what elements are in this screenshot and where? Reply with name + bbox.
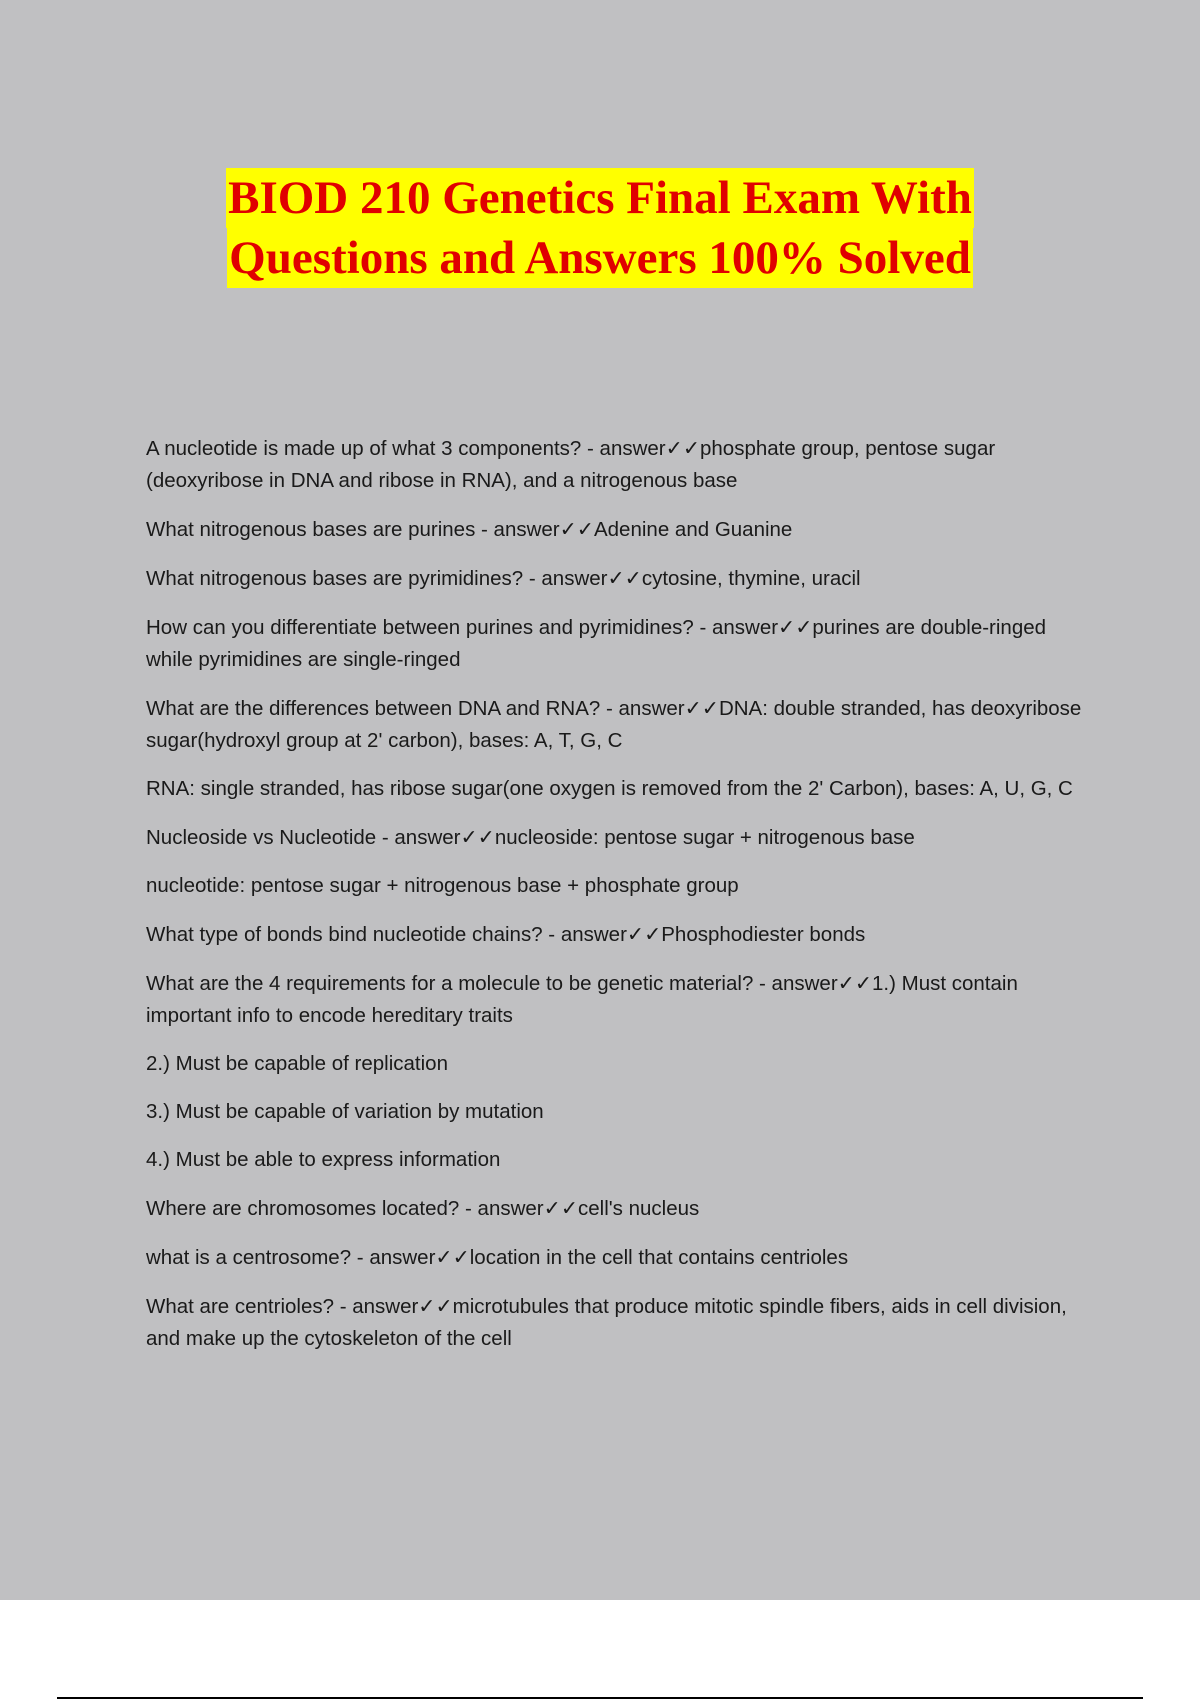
qa-paragraph: nucleotide: pentose sugar + nitrogenous base + phosphate group xyxy=(146,874,739,897)
qa-paragraph: What are centrioles? - answer✓✓microtubules that produce mitotic spindle fibers, aids in cell division, and make up the cytoskeleton of the cell xyxy=(146,1295,1067,1350)
qa-paragraph: What type of bonds bind nucleotide chains? - answer✓✓Phosphodiester bonds xyxy=(146,923,866,946)
qa-paragraph: What nitrogenous bases are pyrimidines? - answer✓✓cytosine, thymine, uracil xyxy=(146,567,861,590)
qa-paragraph: 3.) Must be capable of variation by mutation xyxy=(146,1100,544,1123)
title-line-1: BIOD 210 Genetics Final Exam With xyxy=(226,168,974,228)
qa-list xyxy=(146,433,1086,1372)
document-title xyxy=(0,168,1200,288)
qa-paragraph: 2.) Must be capable of replication xyxy=(146,1052,448,1075)
footer-divider xyxy=(57,1697,1143,1699)
qa-paragraph: RNA: single stranded, has ribose sugar(one oxygen is removed from the 2' Carbon), bases: A, U, G, C xyxy=(146,777,1073,800)
qa-paragraph: A nucleotide is made up of what 3 components? - answer✓✓phosphate group, pentose sugar (deoxyribose in DNA and ribose in RNA), and a nitrogenous base xyxy=(146,437,996,492)
qa-paragraph: what is a centrosome? - answer✓✓location in the cell that contains centrioles xyxy=(146,1246,849,1269)
qa-paragraph: 4.) Must be able to express information xyxy=(146,1148,501,1171)
qa-paragraph: What are the differences between DNA and RNA? - answer✓✓DNA: double stranded, has deoxyribose sugar(hydroxyl group at 2' carbon), bases: A, T, G, C xyxy=(146,697,1082,752)
qa-paragraph: What are the 4 requirements for a molecule to be genetic material? - answer✓✓1.) Must contain important info to encode hereditary traits xyxy=(146,972,1018,1027)
qa-paragraph: What nitrogenous bases are purines - answer✓✓Adenine and Guanine xyxy=(146,518,793,541)
title-line-2: Questions and Answers 100% Solved xyxy=(227,228,973,288)
qa-paragraph: Nucleoside vs Nucleotide - answer✓✓nucleoside: pentose sugar + nitrogenous base xyxy=(146,826,915,849)
qa-paragraph: How can you differentiate between purines and pyrimidines? - answer✓✓purines are double-ringed while pyrimidines are single-ringed xyxy=(146,616,1047,671)
qa-paragraph: Where are chromosomes located? - answer✓✓cell's nucleus xyxy=(146,1197,700,1220)
